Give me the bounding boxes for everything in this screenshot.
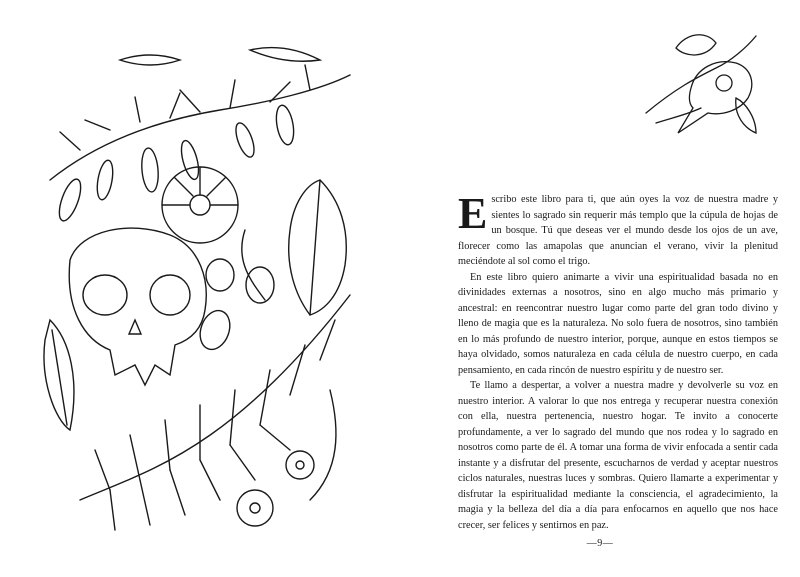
- paragraph-1-text: scribo este libro para ti, que aún oyes la voz de nuestra madre y sientes lo sagrado sin requerir más templo que la cúpula de hojas de un bosque. Tú que deseas ver el mundo desde los ojos de un ave, florecer como las amapolas que anuncian el verano, vivir la plenitud meciéndote al sol como el trigo.: [458, 194, 778, 267]
- page-number: —9—: [586, 538, 614, 549]
- dropcap-letter: E: [458, 189, 488, 238]
- bird-skull-vignette: [636, 28, 768, 140]
- botanical-skull-illustration: [30, 30, 370, 550]
- paragraph-3: Te llamo a despertar, a volver a nuestra madre y devolverle su voz en nuestro interior. A valorar lo que nos entrega y recuperar nuestra conexión con ella, nuestra pertenencia, nuestro hogar. Te invito a conocerte profundamente, a ver lo sagrado del mundo que nos rodea y lo sagrado en nosotros como parte de él. A tomar una forma de vivir enfocada a sentir cada instante y a disfrutar del presente, escucharnos de verdad y aceptar nuestros ciclos naturales, nuestras luces y sombras. Quiero llamarte a experimentar y disfrutar la espiritualidad mediante la consciencia, el agradecimiento, la magia y la belleza del día a día para enfocarnos en aquello que nos hace crecer, ser felices y sentirnos en paz.: [458, 380, 778, 531]
- paragraph-1: [458, 189, 778, 270]
- paragraph-2: En este libro quiero animarte a vivir una espiritualidad basada no en divinidades externas a nosotros, sino en algo mucho más primario y ancestral: en reencontrar nuestro lugar como parte del gran todo divino y lleno de magia que es la naturaleza. No solo fuera de nosotros, sino también en lo más profundo de nuestro interior, porque, aunque en estos tiempos se haya olvidado, somos naturaleza en cada célula de nuestro cuerpo, en cada pensamiento, en cada rincón de nuestro espíritu y de nuestro ser.: [458, 271, 778, 376]
- body-text: [458, 189, 778, 533]
- right-page: [400, 0, 800, 577]
